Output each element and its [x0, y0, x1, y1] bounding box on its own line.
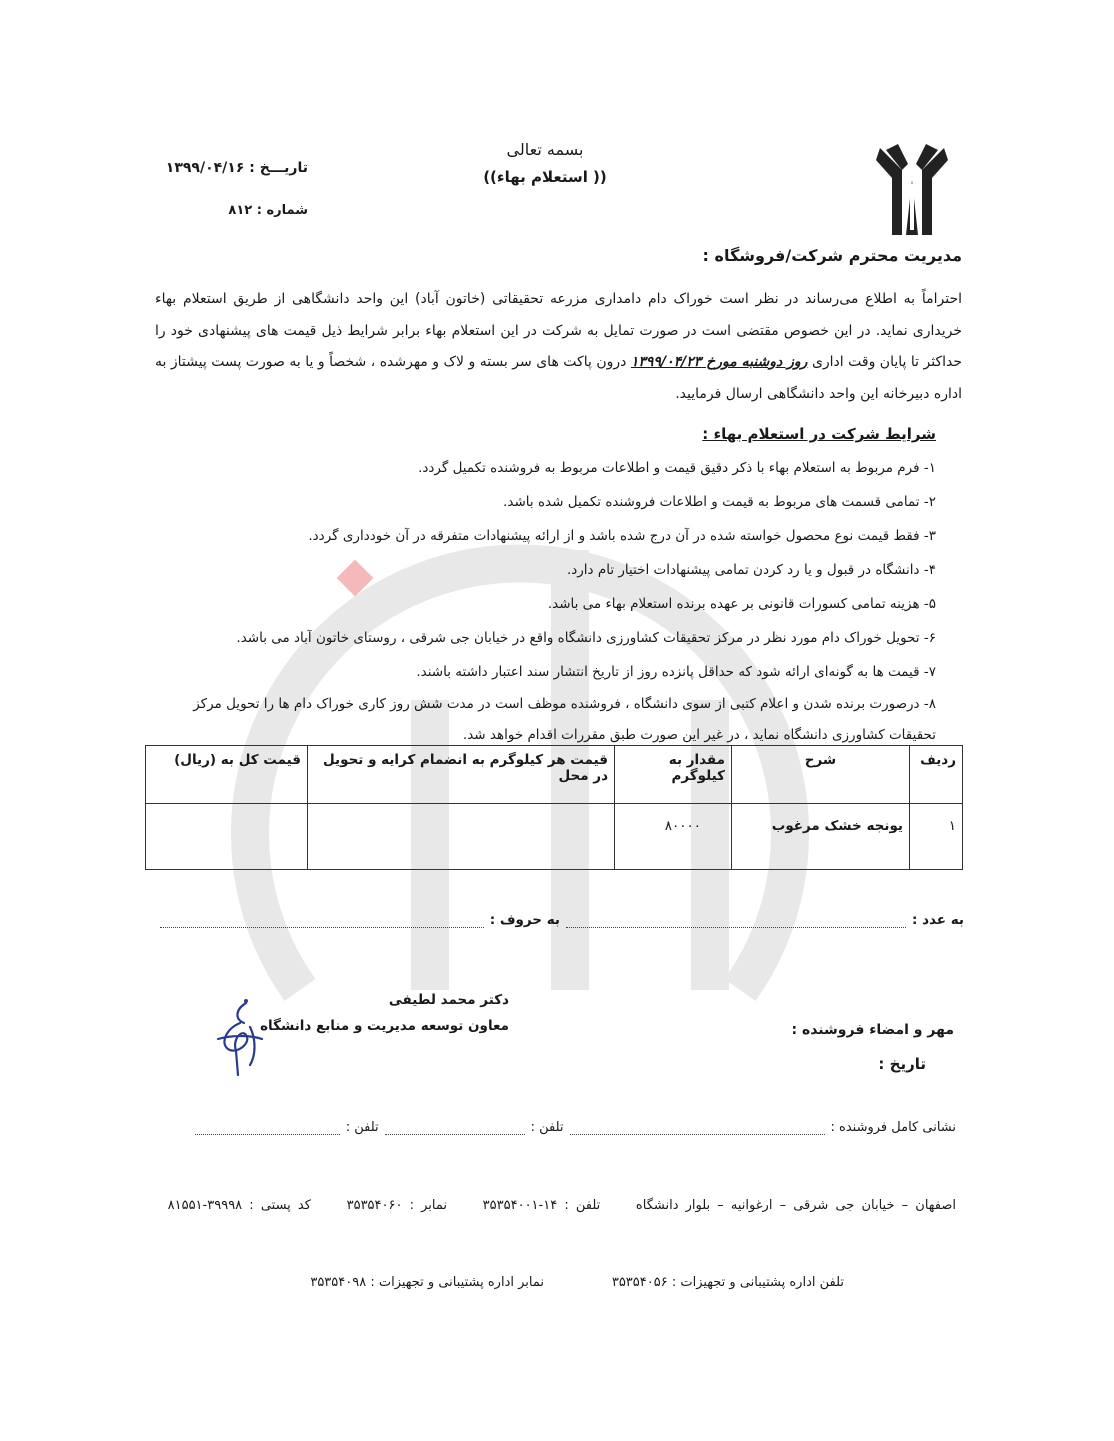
letter-number-value: ۸۱۲	[228, 203, 253, 218]
university-logo	[872, 140, 952, 240]
footer-fax: نمابر : ۳۵۳۵۴۰۶۰	[346, 1198, 447, 1213]
intro-part-1: احتراماً به اطلاع می‌رساند در نظر است خوراک دام دامداری مزرعه تحقیقاتی (خاتون آباد) این واحد دانشگاهی از طریق استعلام بهاء خریداری نماید. در این خصوص مقتضی است در صورت تمایل به شرکت در این استعلام بهاء برابر شرایط ذیل قیمت های پیشنهادی خود را حداکثر تا پایان وقت اداری	[155, 291, 963, 370]
condition-item: ۲- تمامی قسمت های مربوط به قیمت و اطلاعات فروشنده تکمیل شده باشد.	[503, 494, 936, 510]
header-unit-price: قیمت هر کیلوگرم به انضمام کرایه و تحویل در محل	[308, 746, 615, 804]
bismillah-heading: بسمه تعالی	[506, 140, 584, 159]
amount-numeric-label: به عدد :	[911, 912, 964, 928]
signature-mark	[206, 995, 276, 1080]
table-row	[146, 804, 963, 870]
footer-support-fax: نمابر اداره پشتیبانی و تجهیزات : ۳۵۳۵۴۰۹۸	[310, 1275, 544, 1290]
items-table	[145, 745, 963, 870]
cell-total-price[interactable]	[146, 804, 308, 870]
intro-paragraph	[155, 284, 962, 410]
conditions-title: شرایط شرکت در استعلام بهاء :	[702, 425, 936, 443]
cell-unit-price[interactable]	[308, 804, 615, 870]
intro-deadline: روز دوشنبه مورخ ۱۳۹۹/۰۴/۲۳	[630, 354, 808, 370]
footer-postal-code: کد پستی : ۳۹۹۹۸-۸۱۵۵۱	[167, 1198, 311, 1213]
letter-date	[166, 160, 308, 176]
cell-row-number: ۱	[910, 804, 963, 870]
amount-words-label: به حروف :	[489, 912, 560, 928]
signer-name: دکتر محمد لطیفی	[388, 992, 509, 1008]
signer-role: معاون توسعه مدیریت و منابع دانشگاه	[260, 1018, 509, 1034]
table-header-row	[146, 746, 963, 804]
letter-date-label: تاریـــخ :	[249, 160, 308, 176]
header-row-number: ردیف	[910, 746, 963, 804]
seller-phone-field-1[interactable]	[385, 1120, 525, 1135]
header-quantity: مقدار به کیلوگرم	[615, 746, 732, 804]
footer-address: اصفهان – خیابان جی شرقی – ارغوانیه – بلوار دانشگاه	[635, 1198, 956, 1213]
letter-date-value: ۱۳۹۹/۰۴/۱۶	[165, 160, 245, 176]
condition-item: ۸- درصورت برنده شدن و اعلام کتبی از سوی دانشگاه ، فروشنده موظف است در مدت شش روز کاری خوراک دام ها را تحویل مرکز تحقیقات کشاورزی دانشگاه نماید ، در غیر این صورت طبق مقررات اقدام خواهد شد.	[193, 696, 936, 743]
condition-item: ۴- دانشگاه در قبول و یا رد کردن تمامی پیشنهادات اختیار تام دارد.	[566, 562, 936, 578]
seller-address-row	[195, 1120, 956, 1135]
document-title: (( استعلام بهاء))	[483, 168, 607, 186]
header-total-price: قیمت کل به (ریال)	[146, 746, 308, 804]
footer-phone: تلفن : ۱۴-۳۵۳۵۴۰۰۱	[482, 1198, 601, 1213]
cell-quantity: ۸۰۰۰۰	[615, 804, 732, 870]
condition-item: ۱- فرم مربوط به استعلام بهاء با ذکر دقیق قیمت و اطلاعات مربوط به فروشنده تکمیل گردد.	[418, 460, 936, 476]
condition-item: ۶- تحویل خوراک دام مورد نظر در مرکز تحقیقات کشاورزی دانشگاه واقع در خیابان جی شرقی ، روستای خاتون آباد می باشد.	[236, 630, 936, 646]
footer-contact-line	[168, 1198, 956, 1213]
seller-phone-label-1: تلفن :	[530, 1120, 564, 1135]
amount-numeric-field[interactable]	[566, 913, 906, 928]
letter-number	[228, 203, 308, 218]
amount-row	[160, 912, 964, 928]
seller-date-label: تاریخ :	[878, 1055, 926, 1073]
seller-address-label: نشانی کامل فروشنده :	[830, 1120, 956, 1135]
condition-item: ۵- هزینه تمامی کسورات قانونی بر عهده برنده استعلام بهاء می باشد.	[547, 596, 936, 612]
condition-item: ۳- فقط قیمت نوع محصول خواسته شده در آن درج شده باشد و از ارائه پیشنهادات متفرقه در آن خودداری گردد.	[308, 528, 936, 544]
seller-seal-label: مهر و امضاء فروشنده :	[791, 1022, 954, 1038]
intro-part-2: درون پاکت های سر بسته و لاک و مهرشده ، شخصاً و یا به صورت پست پیشتاز به اداره دبیرخانه این واحد دانشگاهی ارسال فرمایید.	[155, 354, 962, 402]
salutation: مدیریت محترم شرکت/فروشگاه :	[702, 246, 962, 265]
footer-support-phone: تلفن اداره پشتیبانی و تجهیزات : ۳۵۳۵۴۰۵۶	[611, 1275, 844, 1290]
condition-item: ۷- قیمت ها به گونه‌ای ارائه شود که حداقل پانزده روز از تاریخ انتشار سند اعتبار داشته باشند.	[416, 664, 936, 680]
seller-address-field[interactable]	[570, 1120, 825, 1135]
header-description: شرح	[732, 746, 910, 804]
amount-words-field[interactable]	[160, 913, 484, 928]
letter-number-label: شماره :	[256, 203, 308, 218]
cell-description: یونجه خشک مرغوب	[732, 804, 910, 870]
seller-phone-label-2: تلفن :	[345, 1120, 379, 1135]
seller-phone-field-2[interactable]	[195, 1120, 340, 1135]
conditions-list	[160, 451, 936, 751]
